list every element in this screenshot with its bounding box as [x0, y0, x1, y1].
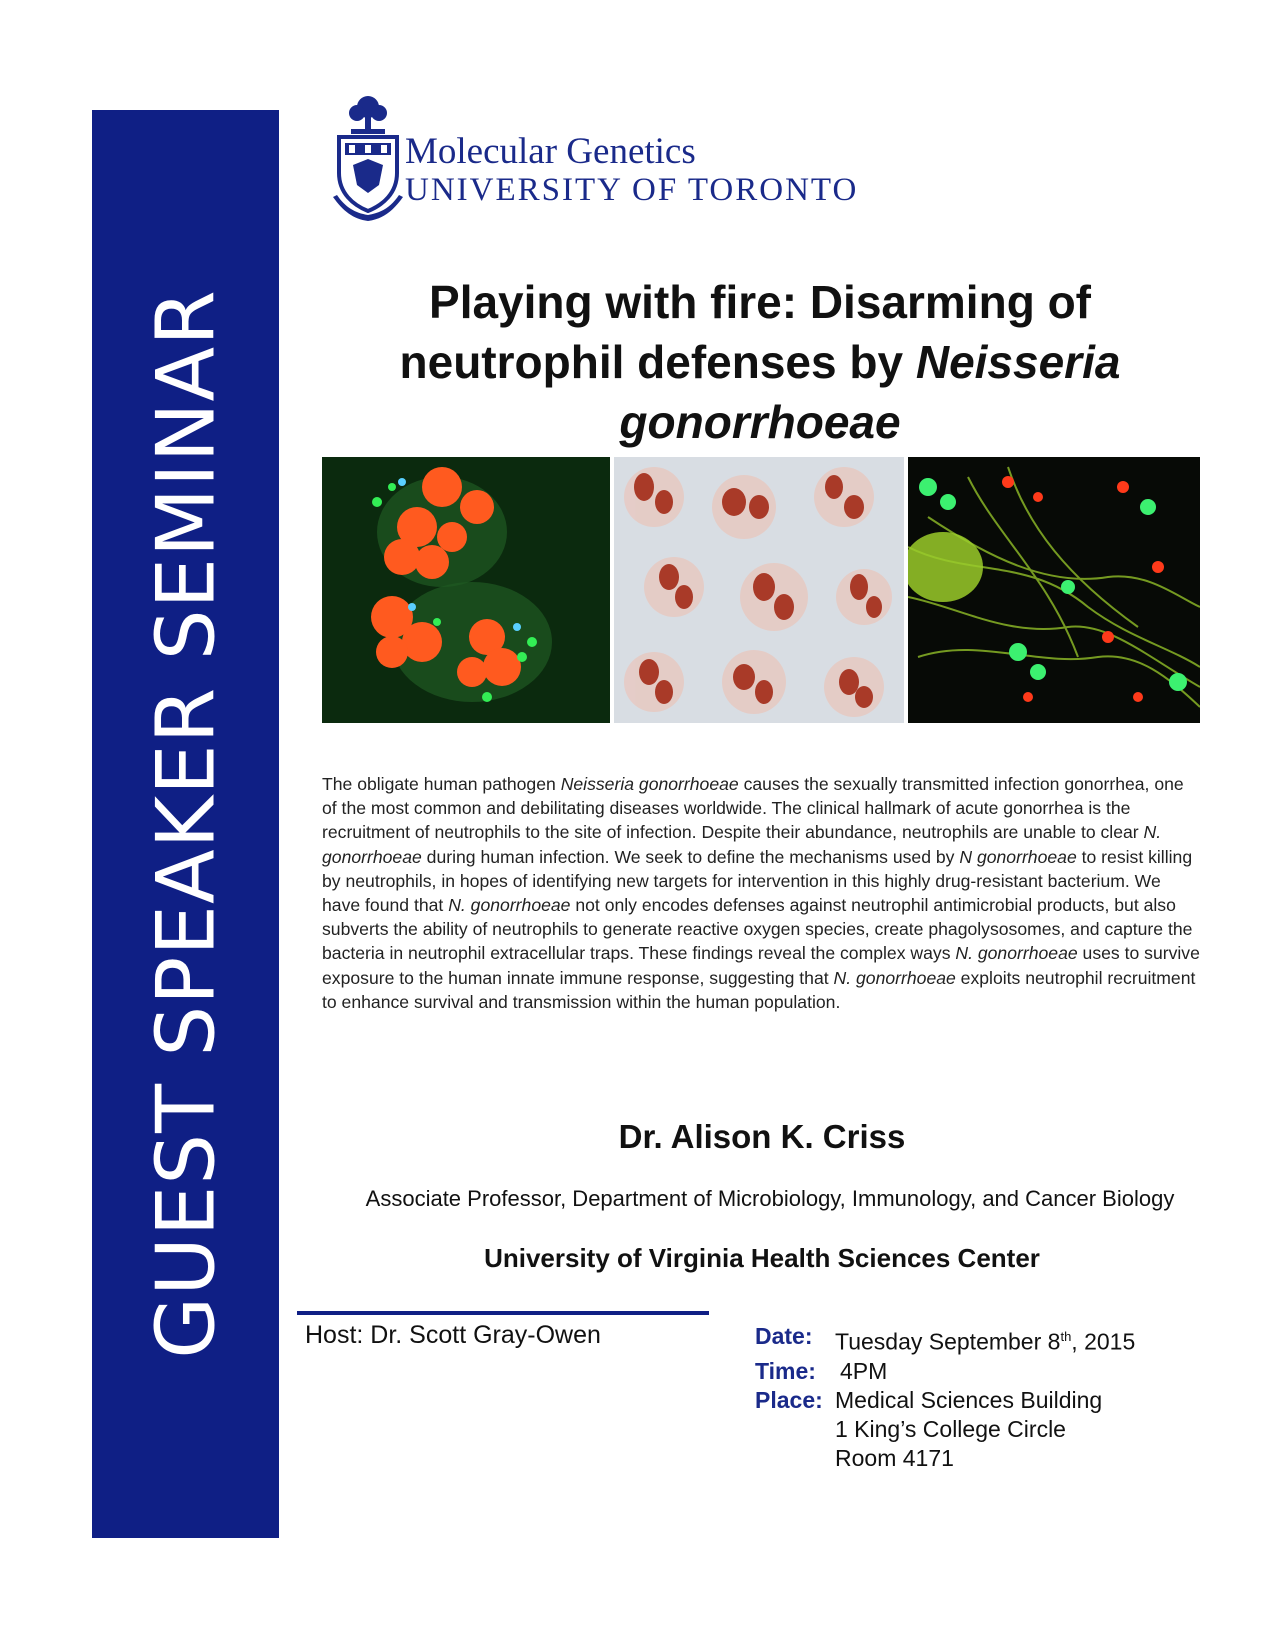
fluorescence-micrograph-2 [908, 457, 1200, 723]
department-name: Molecular Genetics [405, 131, 696, 172]
date-year: , 2015 [1071, 1328, 1136, 1355]
place-value [835, 1386, 1102, 1473]
abstract-paragraph [322, 772, 1202, 1014]
place-label: Place: [755, 1386, 823, 1413]
abstract-italic-term: N gonorrhoeae [959, 846, 1077, 867]
speaker-name: Dr. Alison K. Criss [618, 1118, 906, 1155]
abstract-text: to resist killing by neutrophils, in hopes of identifying new targets for intervention in this highly drug-resistant bacterium. We have found that [322, 846, 1193, 916]
speaker-position: Associate Professor, Department of Microbiology, Immunology, and Cancer Biology [365, 1186, 1175, 1211]
place-line-3: Room 4171 [835, 1444, 954, 1471]
abstract-text: The obligate human pathogen [322, 774, 561, 794]
abstract-italic-term: N. gonorrhoeae [955, 943, 1078, 964]
time-value: 4PM [840, 1357, 888, 1384]
speaker-institution: University of Virginia Health Sciences Center [484, 1243, 1040, 1273]
date-row [755, 1322, 1135, 1357]
host-line: Host: Dr. Scott Gray-Owen [305, 1321, 601, 1349]
place-line-1: Medical Sciences Building [835, 1386, 1103, 1413]
university-name: UNIVERSITY OF TORONTO [405, 172, 859, 208]
date-label: Date: [755, 1323, 813, 1349]
title-line-2-plain: neutrophil defenses by [399, 336, 916, 388]
event-details [755, 1322, 1135, 1473]
abstract-italic-term: N. gonorrhoeae [448, 895, 571, 916]
abstract-text: exploits neutrophil recruitment to enhance survival and transmission within the human population. [322, 967, 1196, 1012]
time-row [755, 1357, 1135, 1386]
abstract-text: causes the sexually transmitted infection gonorrhea, one of the most common and debilitating diseases worldwide. The clinical hallmark of acute gonorrhea is the recruitment of neutrophils to the site of infection. Despite their abundance, neutrophils are unable to clear [322, 774, 1184, 843]
host-divider [297, 1311, 709, 1315]
place-row [755, 1386, 1135, 1473]
date-text: Tuesday September 8 [835, 1328, 1061, 1355]
title-line-1: Playing with fire: Disarming of [429, 276, 1091, 328]
title-line-3 [320, 392, 1200, 452]
seminar-title [320, 272, 1200, 452]
stained-smear-micrograph [614, 457, 904, 723]
abstract-text: not only encodes defenses against neutrophil antimicrobial products, but also subverts the ability of neutrophils to generate reactive oxygen species, create phagolysosomes, and capture the bacteria in neutrophil extracellular traps. These findings reveal the complex ways [322, 895, 1193, 964]
university-crest-logo [333, 93, 403, 225]
abstract-text: during human infection. We seek to define the mechanisms used by [421, 846, 960, 867]
micrograph-strip [322, 457, 1200, 723]
title-line-3-italic: gonorrhoeae [619, 396, 901, 448]
abstract-italic-term: N. gonorrhoeae [833, 967, 956, 988]
abstract-italic-term: N. gonorrhoeae [322, 822, 1162, 867]
fluorescence-micrograph-1 [322, 457, 610, 723]
sidebar-title: GUEST SPEAKER SEMINAR [139, 289, 232, 1359]
title-line-2 [320, 332, 1200, 392]
abstract-italic-term: Neisseria gonorrhoeae [560, 774, 739, 794]
sidebar-banner [92, 110, 279, 1538]
date-suffix: th [1060, 1329, 1072, 1344]
time-label: Time: [755, 1357, 816, 1384]
abstract-text: uses to survive exposure to the human innate immune response, suggesting that [322, 943, 1200, 988]
place-line-2: 1 King’s College Circle [835, 1415, 1066, 1442]
date-value [835, 1322, 1135, 1357]
title-line-2-italic: Neisseria [915, 336, 1121, 388]
